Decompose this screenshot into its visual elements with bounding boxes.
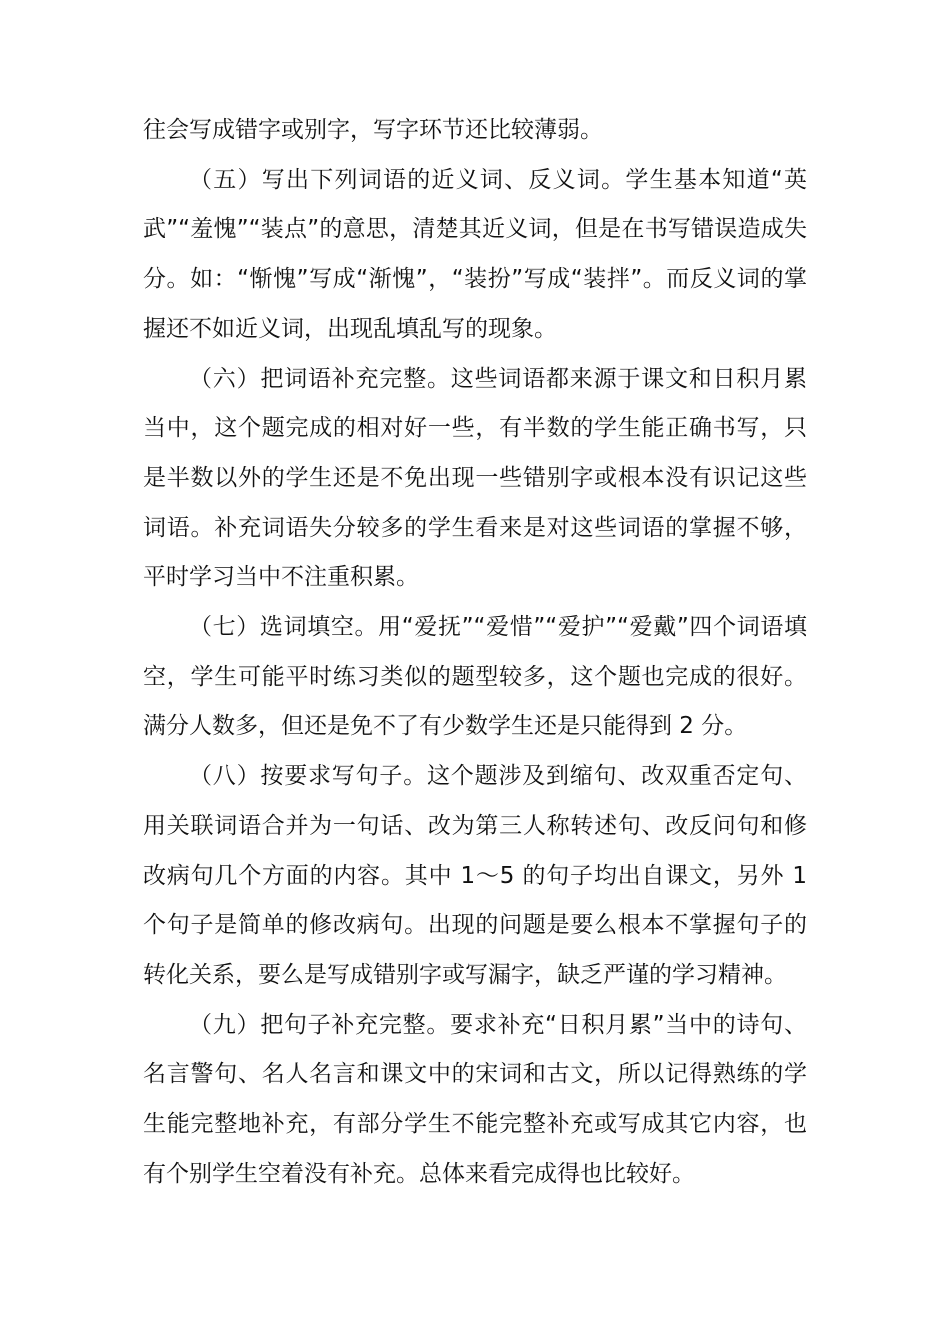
paragraph-section-6: （六）把词语补充完整。这些词语都来源于课文和日积月累当中，这个题完成的相对好一些，有半数的学生能正确书写，只是半数以外的学生还是不免出现一些错别字或根本没有识记这些词语。补充词语失分较多的学生看来是对这些词语的掌握不够，平时学习当中不注重积累。: [143, 365, 807, 591]
paragraph-section-8: （八）按要求写句子。这个题涉及到缩句、改双重否定句、用关联词语合并为一句话、改为第三人称转述句、改反问句和修改病句几个方面的内容。其中 1～5 的句子均出自课文，另外 1 个句子是简单的修改病句。出现的问题是要么根本不掌握句子的转化关系，要么是写成错别字或写漏字，缺乏严谨的学习精神。: [143, 763, 807, 988]
paragraph-section-5: （五）写出下列词语的近义词、反义词。学生基本知道“英武”“羞愧”“装点”的意思，清楚其近义词，但是在书写错误造成失分。如：“惭愧”写成“渐愧”，“装扮”写成“装拌”。而反义词的掌握还不如近义词，出现乱填乱写的现象。: [143, 166, 807, 342]
paragraph-section-9: （九）把句子补充完整。要求补充“日积月累”当中的诗句、名言警句、名人名言和课文中的宋词和古文，所以记得熟练的学生能完整地补充，有部分学生不能完整补充或写成其它内容，也有个别学生空着没有补充。总体来看完成得也比较好。: [143, 1011, 807, 1187]
document-body: [143, 106, 807, 1199]
paragraph-continuation: 往会写成错字或别字，写字环节还比较薄弱。: [143, 117, 603, 143]
paragraph-section-7: （七）选词填空。用“爱抚”“爱惜”“爱护”“爱戴”四个词语填空，学生可能平时练习类似的题型较多，这个题也完成的很好。满分人数多，但还是免不了有少数学生还是只能得到 2 分。: [143, 614, 807, 740]
